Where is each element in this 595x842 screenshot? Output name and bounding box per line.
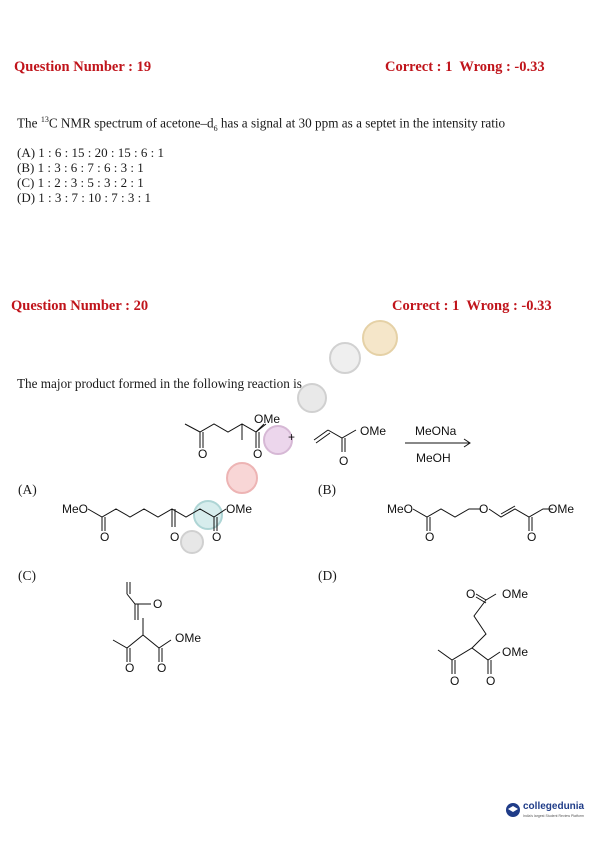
logo-text: collegedunia <box>523 801 585 812</box>
q19-option-b[interactable]: (B) 1 : 3 : 6 : 7 : 6 : 3 : 1 <box>17 160 144 175</box>
d-o3-label: O <box>486 674 496 688</box>
q20-heading: Question Number : 20 <box>11 298 149 314</box>
reactant-1-diketoester <box>185 412 295 461</box>
r2-o-label: O <box>339 454 349 468</box>
q20-option-a-label[interactable]: (A) <box>18 482 37 497</box>
q19-option-a[interactable]: (A) 1 : 6 : 15 : 20 : 15 : 6 : 1 <box>17 145 164 160</box>
q19-stem <box>17 115 505 133</box>
q19-stem-prefix: The <box>17 115 41 131</box>
b-ome-label: OMe <box>548 502 575 516</box>
r2-ome-label: OMe <box>360 424 387 438</box>
reactant-2-methyl-acrylate <box>314 424 386 468</box>
q20-stem: The major product formed in the following reaction is <box>17 376 302 391</box>
plus-sign: + <box>288 430 296 444</box>
q20-option-b-structure[interactable] <box>385 495 595 555</box>
r1-o2-label: O <box>253 447 263 461</box>
q20-marking: Correct : 1 Wrong : -0.33 <box>392 298 552 314</box>
d-ome1-label: OMe <box>502 587 529 601</box>
q20-option-d-label[interactable]: (D) <box>318 568 337 583</box>
q20-option-b-label[interactable]: (B) <box>318 482 336 497</box>
a-o2-label: O <box>170 530 180 544</box>
r1-o1-label: O <box>198 447 208 461</box>
reaction-scheme <box>180 410 480 470</box>
d-ome2-label: OMe <box>502 645 529 659</box>
reagent-bottom: MeOH <box>416 451 451 465</box>
graduation-cap-icon <box>505 802 521 818</box>
b-o1-label: O <box>425 530 435 544</box>
reagent-top: MeONa <box>415 424 457 438</box>
q19-option-c[interactable]: (C) 1 : 2 : 3 : 5 : 3 : 2 : 1 <box>17 175 144 190</box>
q19-heading: Question Number : 19 <box>14 59 152 75</box>
c-o3-label: O <box>157 661 167 675</box>
q19-option-list <box>17 145 164 205</box>
b-o2-label: O <box>479 502 489 516</box>
b-o3-label: O <box>527 530 537 544</box>
c-o1-label: O <box>153 597 163 611</box>
q19-option-d[interactable]: (D) 1 : 3 : 7 : 10 : 7 : 3 : 1 <box>17 190 151 205</box>
q19-stem-suffix: has a signal at 30 ppm as a septet in the intensity ratio <box>217 115 506 131</box>
c-ome-label: OMe <box>175 631 202 645</box>
b-meo-label: MeO <box>387 502 414 516</box>
q19-marking: Correct : 1 Wrong : -0.33 <box>385 59 545 75</box>
d-o2-label: O <box>450 674 460 688</box>
collegedunia-logo <box>505 800 590 824</box>
q20-option-d-structure[interactable] <box>430 580 580 690</box>
r1-ome-label: OMe <box>254 412 281 426</box>
a-ome-label: OMe <box>226 502 253 516</box>
q20-option-a-structure[interactable] <box>60 495 300 555</box>
a-o3-label: O <box>212 530 222 544</box>
a-o1-label: O <box>100 530 110 544</box>
c-o2-label: O <box>125 661 135 675</box>
q19-stem-mid: C NMR spectrum of acetone–d <box>48 115 214 131</box>
q19-stem-sub: 6 <box>213 124 218 134</box>
logo-subtext: India's largest Student Review Platform <box>523 814 584 818</box>
q20-option-c-structure[interactable] <box>105 580 255 680</box>
d-o1-label: O <box>466 587 476 601</box>
q19-stem-sup: 13 <box>40 115 49 124</box>
a-meo-label: MeO <box>62 502 89 516</box>
q20-option-c-label[interactable]: (C) <box>18 568 36 583</box>
